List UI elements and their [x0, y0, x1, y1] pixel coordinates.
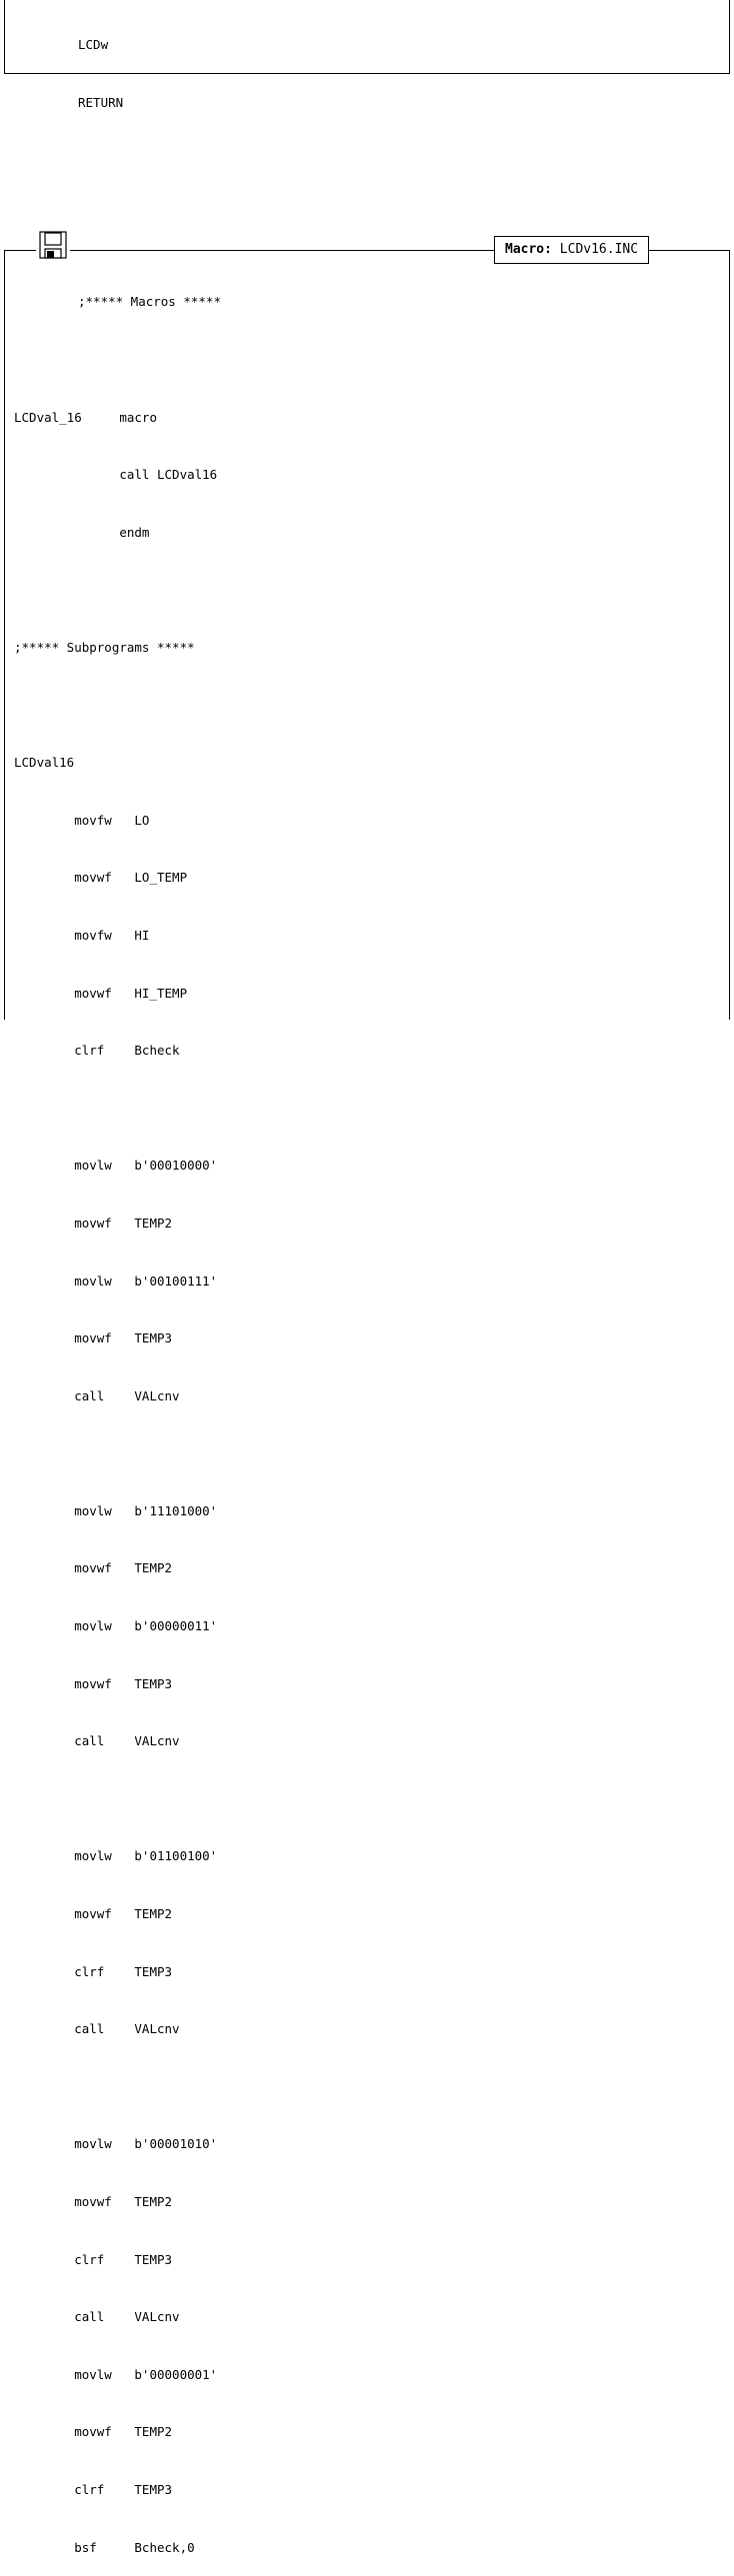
- code-line: [14, 1099, 221, 1118]
- code-line: LCDw: [78, 37, 109, 53]
- code-line: movwf HI_TEMP: [14, 985, 188, 1001]
- code-line: clrf TEMP3: [14, 2251, 173, 2267]
- code-line: movfw HI: [14, 927, 150, 943]
- code-line: movwf TEMP2: [14, 2424, 173, 2440]
- code-line: movwf TEMP3: [14, 1330, 173, 1346]
- code-line: movlw b'11101000': [14, 1502, 218, 1518]
- code-line: ;***** Subprograms *****: [14, 639, 195, 655]
- code-line: call VALcnv: [14, 1387, 180, 1403]
- code-line: movlw b'00010000': [14, 1158, 218, 1174]
- code-line: movwf TEMP3: [14, 1675, 173, 1691]
- code-line: movlw b'00001010': [14, 2136, 218, 2152]
- code-line: [14, 696, 221, 715]
- code-line: movlw b'00000011': [14, 1618, 218, 1634]
- macros-header-comment: ;***** Macros *****: [78, 294, 221, 310]
- code-line: bsf Bcheck,0: [14, 2539, 195, 2555]
- code-line: [14, 350, 221, 369]
- code-line: RETURN: [78, 95, 124, 110]
- code-line: endm: [14, 524, 150, 540]
- code-line: movwf TEMP2: [14, 1215, 173, 1231]
- code-line: call VALcnv: [14, 2021, 180, 2037]
- code-line: movwf TEMP2: [14, 2194, 173, 2209]
- code-line: [14, 1789, 221, 1808]
- code-line: [14, 2077, 221, 2096]
- code-line: clrf TEMP3: [14, 2481, 173, 2497]
- code-line: [14, 580, 221, 599]
- code-line: clrf TEMP3: [14, 1963, 173, 1979]
- code-line: movlw b'00000001': [14, 2366, 218, 2382]
- code-line: movwf LO_TEMP: [14, 870, 188, 886]
- macro-file-tab[interactable]: [494, 236, 649, 264]
- code-line: movwf TEMP2: [14, 1906, 173, 1922]
- code-line: [14, 1443, 221, 1462]
- code-line: LCDval_16 macro: [14, 409, 157, 425]
- macro-label: Macro:: [505, 242, 552, 257]
- code-line: call VALcnv: [14, 1733, 180, 1749]
- code-line: call LCDval16: [14, 467, 218, 483]
- code-line: movwf TEMP2: [14, 1560, 173, 1576]
- code-line: movlw b'00100111': [14, 1273, 218, 1288]
- code-line: movlw b'01100100': [14, 1848, 218, 1864]
- code-line: LCDval16: [14, 755, 75, 771]
- macro-file-name: LCDv16.INC: [559, 242, 639, 257]
- macro-code-block: [14, 254, 221, 2576]
- code-line: movfw LO: [14, 812, 150, 828]
- top-code-block: [78, 0, 123, 131]
- code-line: call VALcnv: [14, 2309, 180, 2325]
- code-line: clrf Bcheck: [14, 1043, 180, 1059]
